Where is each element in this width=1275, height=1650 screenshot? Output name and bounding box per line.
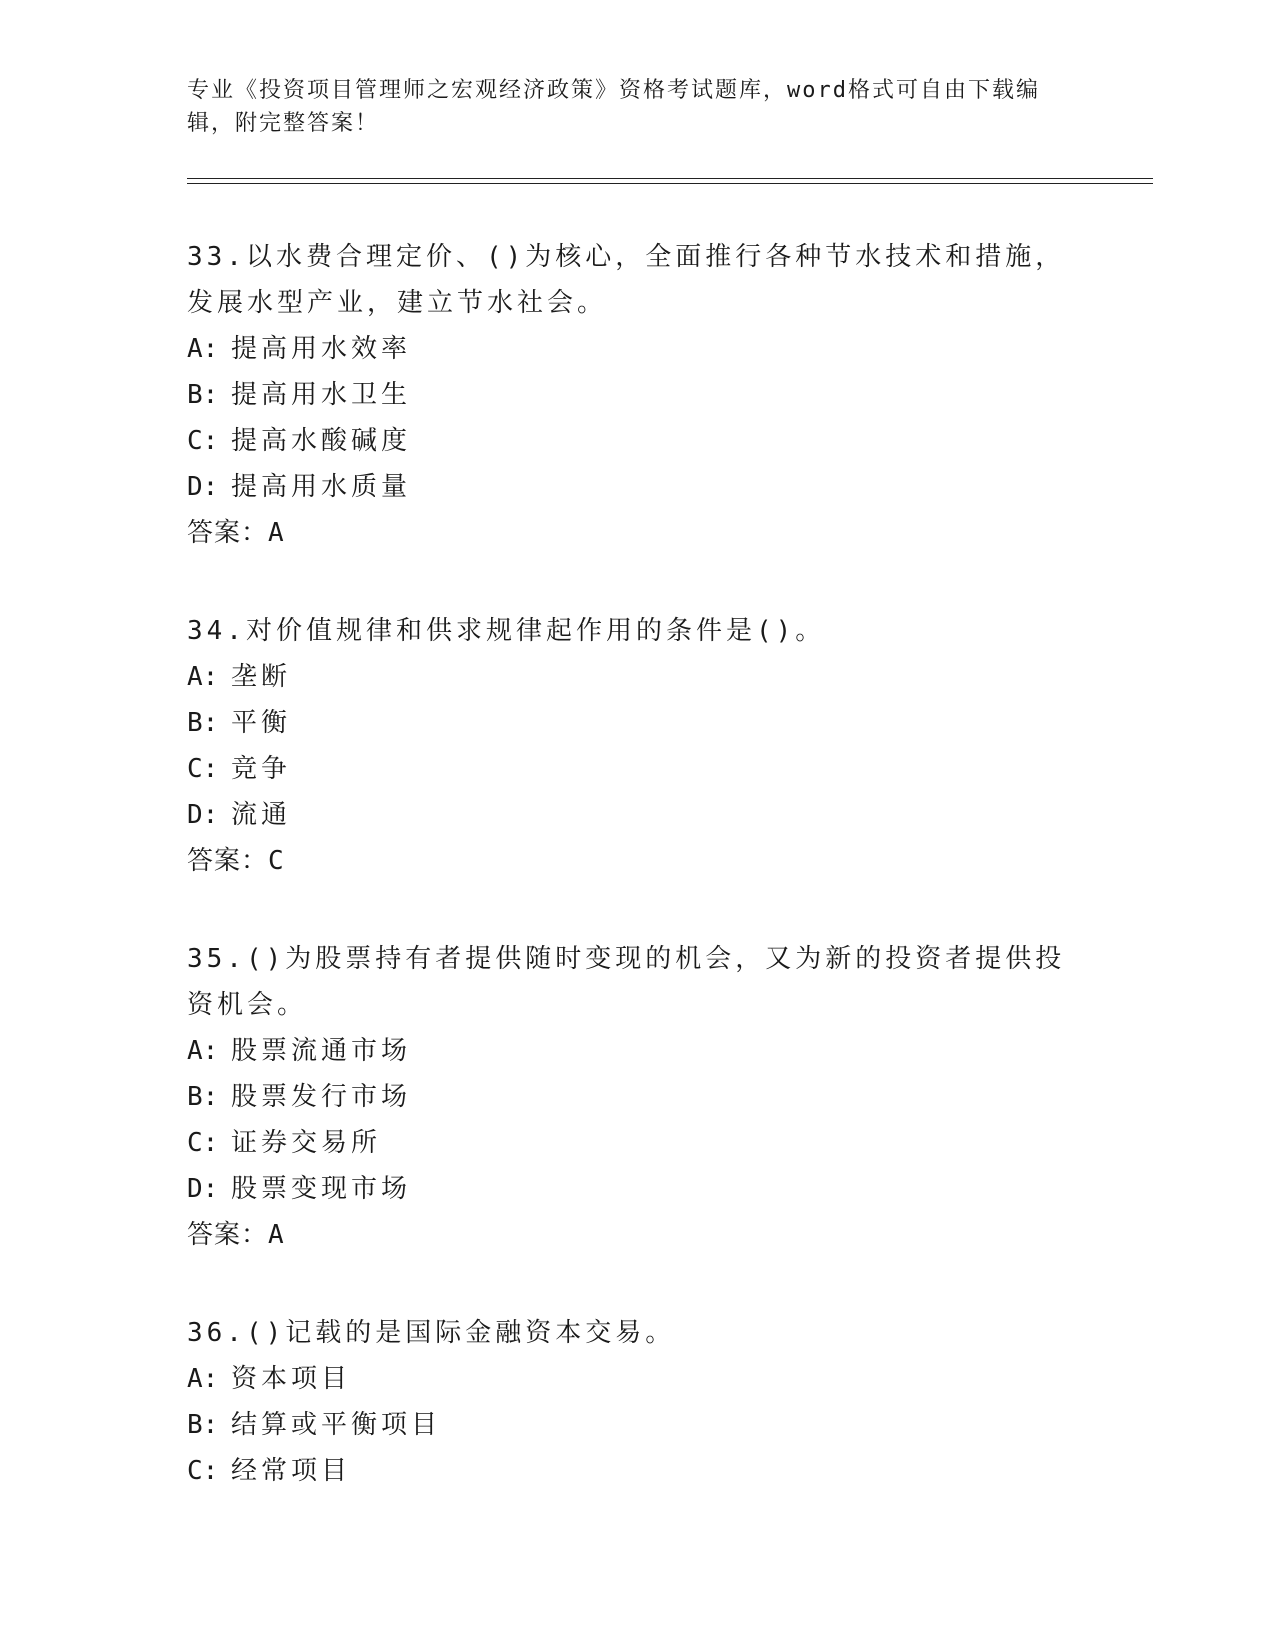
option-letter: C: bbox=[187, 754, 219, 784]
option-letter: C: bbox=[187, 426, 219, 456]
question-36 bbox=[187, 1310, 1087, 1494]
document-intro: 专业《投资项目管理师之宏观经济政策》资格考试题库，word格式可自由下载编辑，附完整答案！ bbox=[187, 78, 1040, 136]
option-text: 平衡 bbox=[231, 708, 292, 738]
option-letter: A: bbox=[187, 1364, 219, 1394]
question-text: 34.对价值规律和供求规律起作用的条件是()。 bbox=[187, 616, 826, 646]
question-35 bbox=[187, 936, 1087, 1258]
option-letter: D: bbox=[187, 472, 219, 502]
option-letter: D: bbox=[187, 800, 219, 830]
answer-value: A bbox=[268, 518, 284, 548]
option-text: 证券交易所 bbox=[231, 1128, 382, 1158]
answer-label: 答案： bbox=[187, 846, 269, 876]
option-text: 提高用水效率 bbox=[231, 334, 412, 364]
option-text: 提高用水质量 bbox=[231, 472, 412, 502]
answer-label: 答案： bbox=[187, 1220, 269, 1250]
question-text: 36.()记载的是国际金融资本交易。 bbox=[187, 1318, 676, 1348]
question-34 bbox=[187, 608, 1087, 884]
option-letter: A: bbox=[187, 662, 219, 692]
option-text: 股票流通市场 bbox=[231, 1036, 412, 1066]
option-text: 垄断 bbox=[231, 662, 292, 692]
option-text: 提高水酸碱度 bbox=[231, 426, 412, 456]
answer-line bbox=[187, 838, 1087, 884]
answer-line bbox=[187, 1212, 1087, 1258]
option-d bbox=[187, 792, 1087, 838]
option-a bbox=[187, 1028, 1087, 1074]
option-c bbox=[187, 418, 1087, 464]
option-letter: A: bbox=[187, 1036, 219, 1066]
header-divider-top bbox=[187, 178, 1153, 179]
option-c bbox=[187, 1120, 1087, 1166]
header-divider-bottom bbox=[187, 183, 1153, 184]
option-letter: B: bbox=[187, 380, 219, 410]
question-33 bbox=[187, 234, 1087, 556]
option-text: 经常项目 bbox=[231, 1456, 352, 1486]
option-c bbox=[187, 746, 1087, 792]
option-letter: C: bbox=[187, 1128, 219, 1158]
option-letter: A: bbox=[187, 334, 219, 364]
option-b bbox=[187, 1402, 1087, 1448]
option-c bbox=[187, 1448, 1087, 1494]
option-b bbox=[187, 1074, 1087, 1120]
option-a bbox=[187, 654, 1087, 700]
option-text: 股票变现市场 bbox=[231, 1174, 412, 1204]
option-letter: D: bbox=[187, 1174, 219, 1204]
answer-value: A bbox=[268, 1220, 284, 1250]
answer-line bbox=[187, 510, 1087, 556]
option-letter: B: bbox=[187, 1082, 219, 1112]
option-b bbox=[187, 700, 1087, 746]
option-letter: C: bbox=[187, 1456, 219, 1486]
option-a bbox=[187, 1356, 1087, 1402]
answer-value: C bbox=[268, 846, 284, 876]
option-d bbox=[187, 464, 1087, 510]
option-letter: B: bbox=[187, 1410, 219, 1440]
option-text: 流通 bbox=[231, 800, 292, 830]
question-list bbox=[187, 234, 1087, 1546]
question-text: 33.以水费合理定价、()为核心，全面推行各种节水技术和措施，发展水型产业，建立节水社会。 bbox=[187, 242, 1066, 318]
answer-label: 答案： bbox=[187, 518, 269, 548]
question-text: 35.()为股票持有者提供随时变现的机会，又为新的投资者提供投资机会。 bbox=[187, 944, 1066, 1020]
option-text: 提高用水卫生 bbox=[231, 380, 412, 410]
option-text: 结算或平衡项目 bbox=[231, 1410, 442, 1440]
option-letter: B: bbox=[187, 708, 219, 738]
option-text: 竞争 bbox=[231, 754, 292, 784]
option-text: 股票发行市场 bbox=[231, 1082, 412, 1112]
option-text: 资本项目 bbox=[231, 1364, 352, 1394]
option-b bbox=[187, 372, 1087, 418]
option-a bbox=[187, 326, 1087, 372]
option-d bbox=[187, 1166, 1087, 1212]
